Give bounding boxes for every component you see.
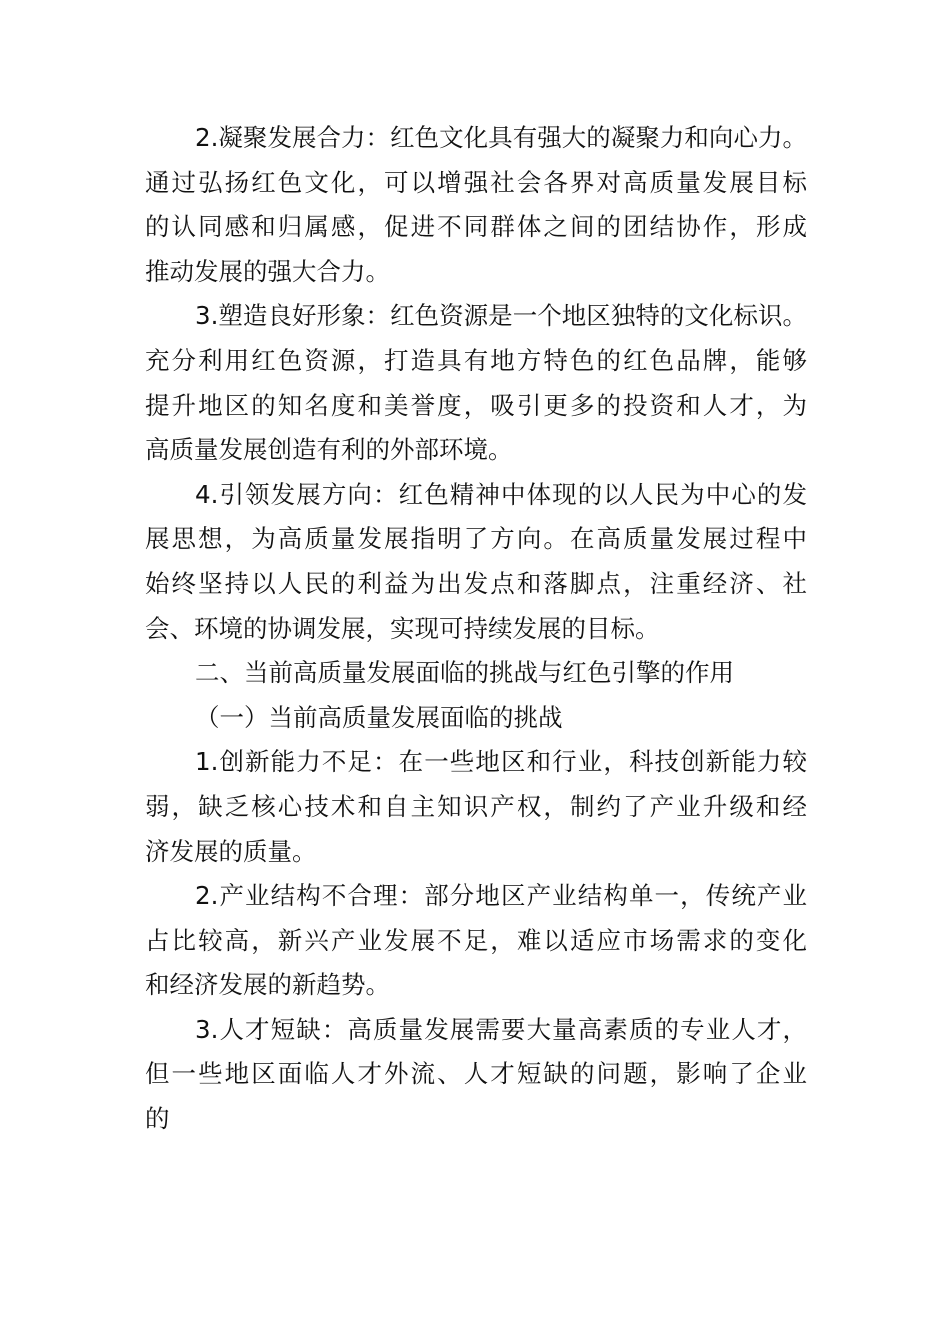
paragraph <box>145 874 807 1008</box>
text-line: 3.人才短缺：高质量发展需要大量高素质的专业人才， <box>195 1014 807 1044</box>
text-line: （一）当前高质量发展面临的挑战 <box>195 702 563 732</box>
paragraph <box>145 294 807 472</box>
document-body <box>145 116 807 1142</box>
text-line: 济发展的质量。 <box>145 836 317 866</box>
text-line: 二、当前高质量发展面临的挑战与红色引擎的作用 <box>195 658 734 688</box>
text-line: 弱，缺乏核心技术和自主知识产权，制约了产业升级和经 <box>145 791 807 821</box>
paragraph <box>145 696 807 741</box>
text-line: 和经济发展的新趋势。 <box>145 970 390 1000</box>
text-line: 推动发展的强大合力。 <box>145 256 390 286</box>
text-line: 展思想，为高质量发展指明了方向。在高质量发展过程中 <box>145 524 807 554</box>
paragraph <box>145 740 807 874</box>
text-line: 提升地区的知名度和美誉度，吸引更多的投资和人才，为 <box>145 390 807 420</box>
paragraph <box>145 116 807 294</box>
text-line: 2.凝聚发展合力：红色文化具有强大的凝聚力和向心力。 <box>195 123 807 152</box>
paragraph <box>145 651 807 696</box>
text-line: 高质量发展创造有利的外部环境。 <box>145 435 513 465</box>
paragraph <box>145 473 807 651</box>
text-line: 的认同感和归属感，促进不同群体之间的团结协作，形成 <box>145 212 807 242</box>
paragraph <box>145 1008 807 1142</box>
text-line: 2.产业结构不合理：部分地区产业结构单一，传统产业 <box>195 881 807 911</box>
text-line: 占比较高，新兴产业发展不足，难以适应市场需求的变化 <box>145 925 807 955</box>
text-line: 1.创新能力不足：在一些地区和行业，科技创新能力较 <box>195 747 807 777</box>
text-line: 4.引领发展方向：红色精神中体现的以人民为中心的发 <box>195 479 807 509</box>
text-line: 会、环境的协调发展，实现可持续发展的目标。 <box>145 613 660 643</box>
text-line: 充分利用红色资源，打造具有地方特色的红色品牌，能够 <box>145 345 807 375</box>
text-line: 3.塑造良好形象：红色资源是一个地区独特的文化标识。 <box>195 301 807 331</box>
text-line: 的 <box>145 1104 170 1134</box>
text-line: 通过弘扬红色文化，可以增强社会各界对高质量发展目标 <box>145 167 807 197</box>
text-line: 但一些地区面临人才外流、人才短缺的问题，影响了企业 <box>145 1059 807 1089</box>
text-line: 始终坚持以人民的利益为出发点和落脚点，注重经济、社 <box>145 568 807 598</box>
